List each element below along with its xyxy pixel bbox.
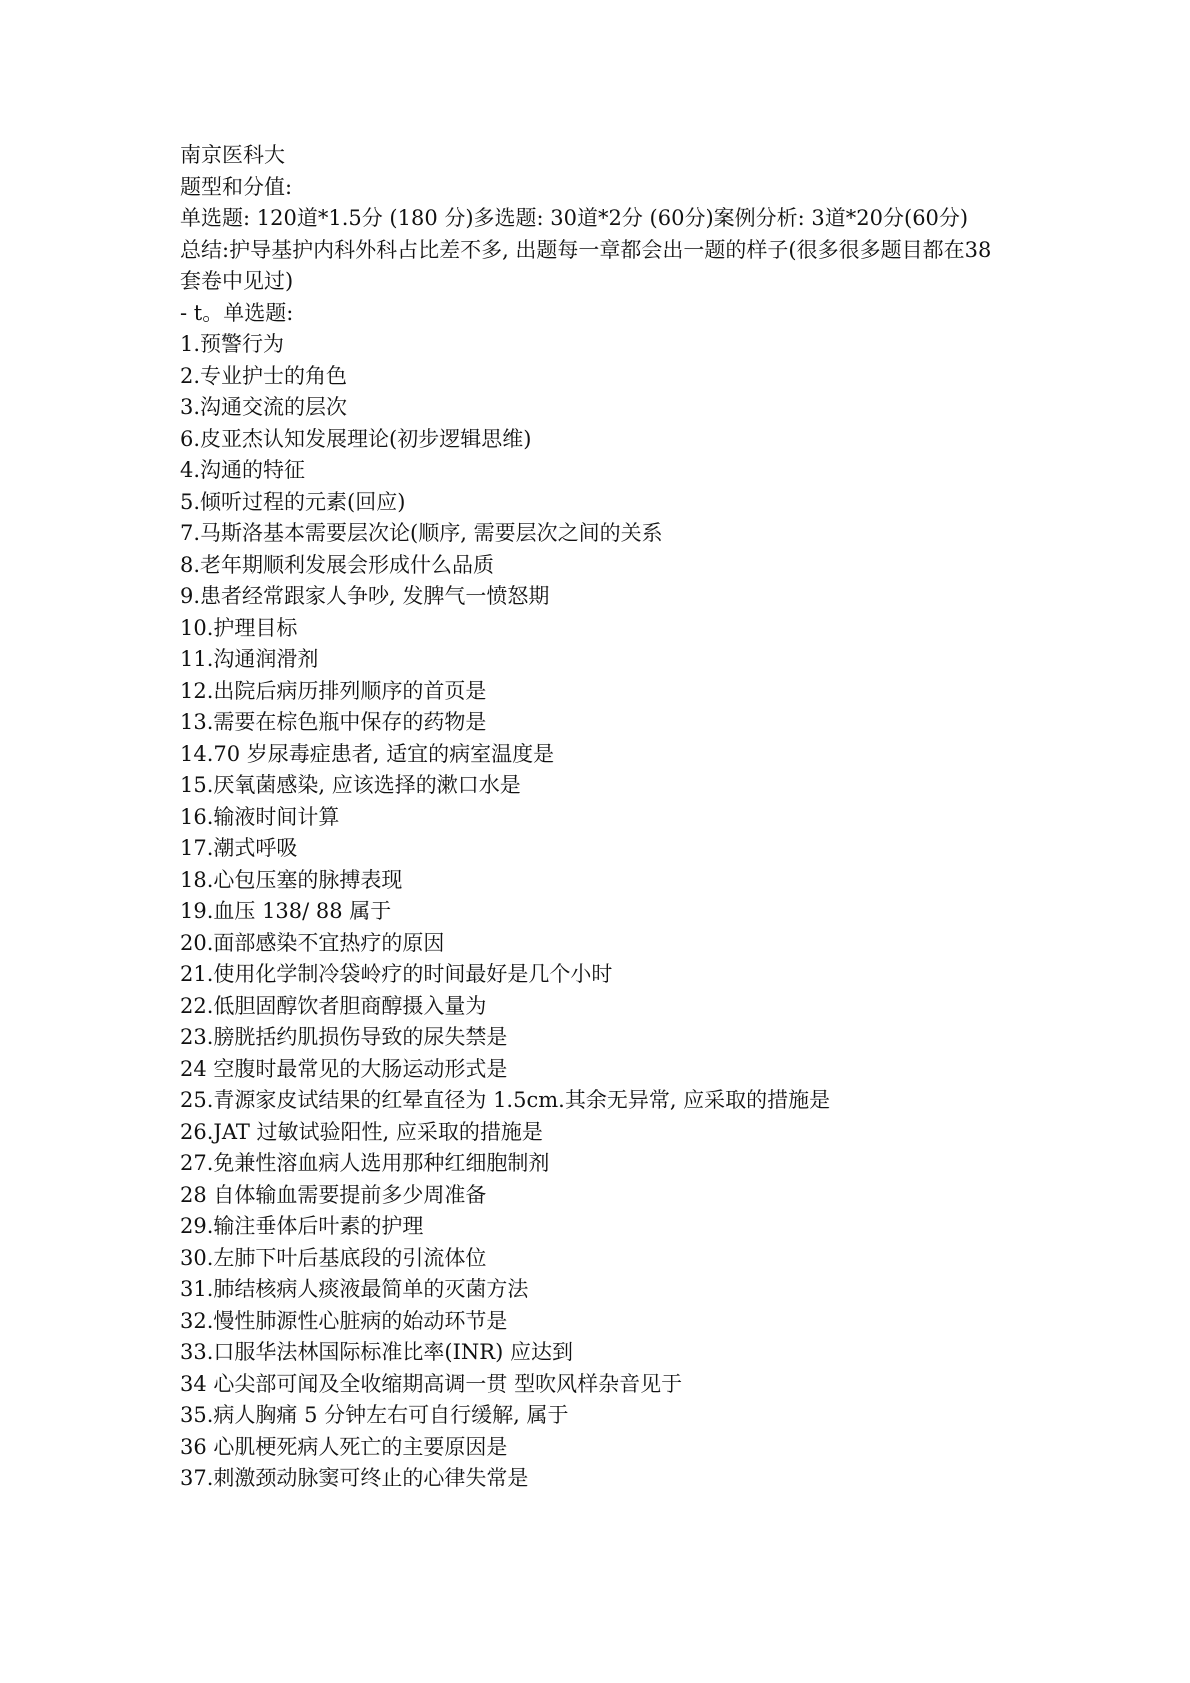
question-item: 4.沟通的特征: [180, 458, 306, 482]
question-item: 9.患者经常跟家人争吵, 发脾气一愤怒期: [180, 584, 550, 608]
document-body: [180, 140, 1010, 1495]
question-item: 28 自体输血需要提前多少周准备: [180, 1182, 487, 1207]
question-item: 32.慢性肺源性心脏病的始动环节是: [180, 1308, 508, 1333]
question-item: 31.肺结核病人痰液最简单的灭菌方法: [180, 1277, 529, 1301]
question-item: 7.马斯洛基本需要层次论(顺序, 需要层次之间的关系: [180, 521, 663, 545]
question-item: 11.沟通润滑剂: [180, 647, 319, 671]
question-item: 23.膀胱括约肌损伤导致的尿失禁是: [180, 1025, 508, 1049]
question-item: 6.皮亚杰认知发展理论(初步逻辑思维): [180, 426, 532, 451]
question-item: 35.病人胸痛 5 分钟左右可自行缓解, 属于: [180, 1403, 569, 1427]
question-item: 1.预警行为: [180, 332, 285, 356]
question-item: 30.左肺下叶后基底段的引流体位: [180, 1245, 487, 1270]
question-item: 25.青源家皮试结果的红晕直径为 1.5cm.其余无异常, 应采取的措施是: [180, 1088, 831, 1112]
question-item: 13.需要在棕色瓶中保存的药物是: [180, 710, 487, 734]
question-item: 26.JAT 过敏试验阳性, 应采取的措施是: [180, 1119, 543, 1144]
question-item: 2.专业护士的角色: [180, 363, 348, 388]
question-item: 34 心尖部可闻及全收缩期高调一贯 型吹风样杂音见于: [180, 1371, 683, 1396]
question-item: 19.血压 138/ 88 属于: [180, 899, 392, 923]
question-item: 15.厌氧菌感染, 应该选择的漱口水是: [180, 773, 521, 797]
question-item: 22.低胆固醇饮者胆商醇摄入量为: [180, 993, 487, 1018]
question-item: 16.输液时间计算: [180, 804, 340, 829]
document-subtitle: 题型和分值:: [180, 174, 293, 199]
question-item: 29.输注垂体后叶素的护理: [180, 1214, 424, 1238]
question-item: 12.出院后病历排列顺序的首页是: [180, 678, 487, 703]
question-item: 8.老年期顺利发展会形成什么品质: [180, 552, 495, 577]
question-item: 3.沟通交流的层次: [180, 395, 348, 419]
question-item: 36 心肌梗死病人死亡的主要原因是: [180, 1434, 508, 1459]
score-summary: 单选题: 120道*1.5分 (180 分)多选题: 30道*2分 (60分)案例分析: 3道*20分(60分): [180, 206, 969, 230]
question-item: 33.口服华法林国际标准比率(INR) 应达到: [180, 1340, 573, 1364]
question-item: 37.刺激颈动脉窦可终止的心律失常是: [180, 1466, 529, 1490]
question-item: 27.免兼性溶血病人选用那种红细胞制剂: [180, 1151, 550, 1175]
question-list: [180, 329, 1010, 1495]
section-title: - t。单选题:: [180, 300, 294, 325]
question-item: 20.面部感染不宜热疗的原因: [180, 930, 445, 955]
question-item: 10.护理目标: [180, 615, 298, 640]
question-item: 21.使用化学制冷袋岭疗的时间最好是几个小时: [180, 962, 613, 986]
question-item: 14.70 岁尿毒症患者, 适宜的病室温度是: [180, 741, 555, 766]
document-title: 南京医科大: [180, 143, 285, 167]
question-item: 18.心包压塞的脉搏表现: [180, 867, 403, 892]
question-item: 24 空腹时最常见的大肠运动形式是: [180, 1056, 508, 1081]
question-item: 5.倾听过程的元素(回应): [180, 489, 406, 514]
question-item: 17.潮式呼吸: [180, 836, 298, 860]
conclusion-text: 总结:护导基护内科外科占比差不多, 出题每一章都会出一题的样子(很多很多题目都在38套卷中见过): [180, 237, 992, 293]
